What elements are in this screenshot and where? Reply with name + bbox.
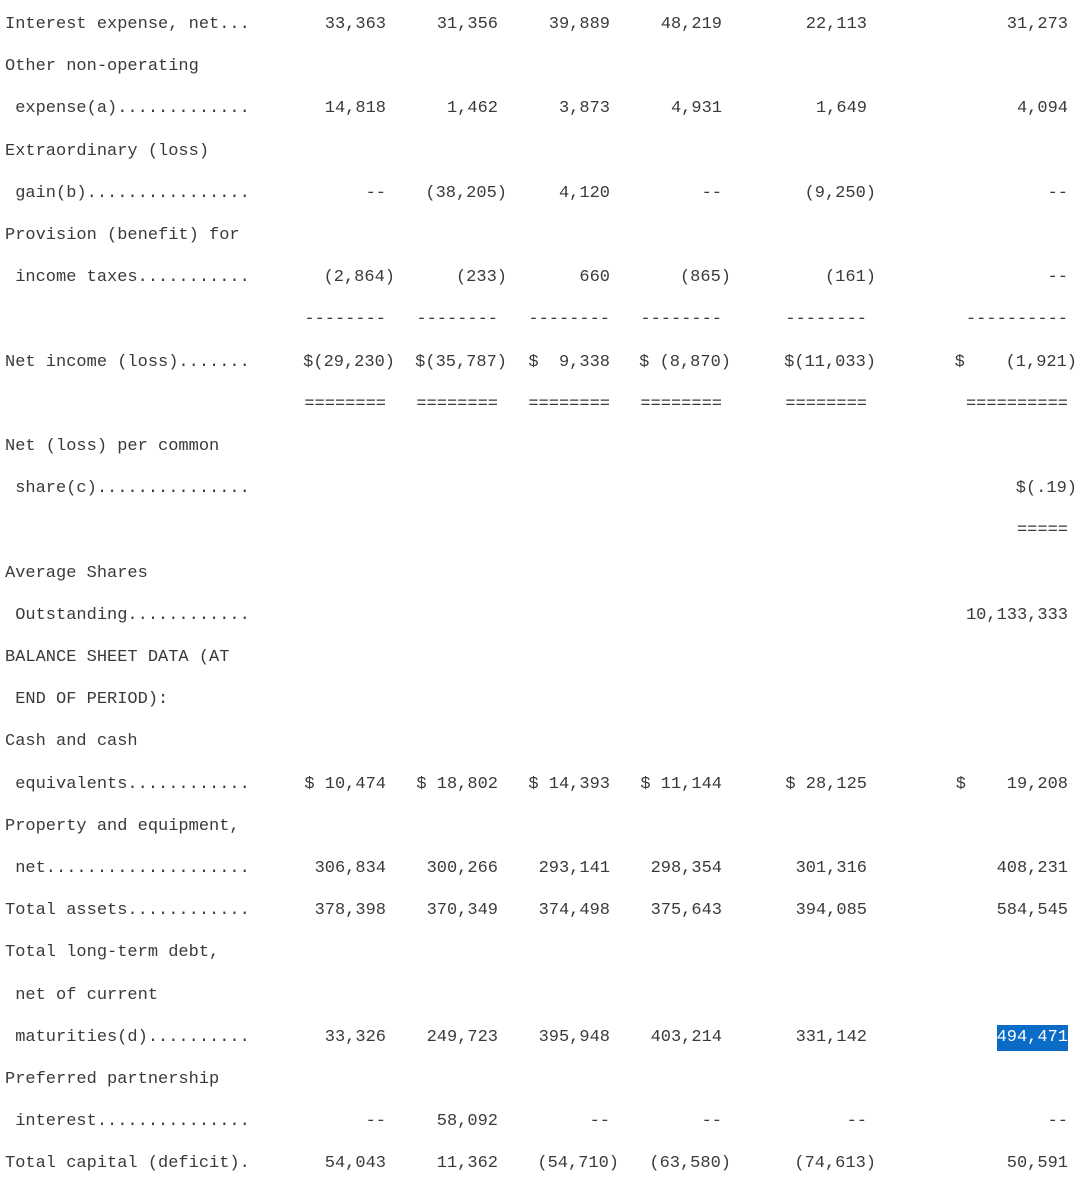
value-c2: (233) [455, 268, 507, 288]
row-label: Total long-term debt, [5, 943, 220, 963]
table-row [0, 856, 1086, 882]
rule-c2: ======== [416, 394, 498, 414]
value-c1: -- [365, 183, 386, 203]
caption-row [0, 561, 1086, 587]
caption-row [0, 645, 1086, 671]
value-c6: -- [1047, 268, 1068, 288]
value-c2: 31,356 [436, 15, 498, 34]
caption-row [0, 814, 1086, 840]
value-c1: 33,326 [324, 1027, 386, 1047]
rule-c4: -------- [640, 310, 722, 330]
value-c6: 408,231 [996, 859, 1068, 878]
value-c4: $ (8,870) [639, 352, 731, 372]
value-c2: 58,092 [436, 1112, 498, 1132]
row-label: equivalents............ [5, 774, 250, 794]
value-c3: 660 [579, 268, 610, 288]
value-c2: 300,266 [426, 859, 498, 878]
value-c5: 22,113 [805, 15, 867, 34]
value-c6: -- [1047, 183, 1068, 203]
separator-row [0, 307, 1086, 333]
value-c1: 378,398 [314, 901, 386, 921]
value-c4: $ 11,144 [640, 774, 722, 794]
value-c1: 306,834 [314, 859, 386, 878]
value-c6: $ 19,208 [955, 774, 1068, 794]
table-row [0, 12, 1086, 38]
row-label: Interest expense, net... [5, 15, 250, 34]
table-row [0, 772, 1086, 798]
value-c1: 33,363 [324, 15, 386, 34]
row-label: net.................... [5, 859, 250, 878]
value-c5: 1,649 [815, 99, 867, 119]
value-c4: -- [701, 1112, 722, 1132]
caption-row [0, 223, 1086, 249]
value-c3: 374,498 [538, 901, 610, 921]
rule-c1: -------- [304, 310, 386, 330]
caption-row [0, 1067, 1086, 1093]
row-label: Provision (benefit) for [5, 226, 240, 245]
value-c4: 375,643 [650, 901, 722, 921]
table-row [0, 1025, 1086, 1051]
row-label: Extraordinary (loss) [5, 141, 210, 161]
value-c4: (63,580) [649, 1154, 731, 1174]
caption-row [0, 940, 1086, 966]
value-c6: 494,471 [997, 1025, 1068, 1051]
caption-row [0, 983, 1086, 1009]
value-c2: (38,205) [425, 183, 507, 203]
caption-row [0, 434, 1086, 460]
value-c1: 54,043 [324, 1154, 386, 1174]
value-c6: 10,133,333 [965, 605, 1068, 625]
table-row [0, 603, 1086, 629]
row-label: END OF PERIOD): [5, 690, 169, 710]
value-c3: 3,873 [558, 99, 610, 119]
value-c5: -- [846, 1112, 867, 1132]
value-c4: 403,214 [650, 1027, 722, 1047]
row-label: Cash and cash [5, 732, 138, 752]
value-c3: $ 9,338 [528, 352, 610, 372]
rule-c1: ======== [304, 394, 386, 414]
value-c2: $ 18,802 [416, 774, 498, 794]
value-c4: 4,931 [670, 99, 722, 119]
value-c1: (2,864) [323, 268, 395, 288]
value-c6: $ (1,921) [954, 352, 1077, 372]
value-c6: 31,273 [1006, 15, 1068, 34]
value-c6: 584,545 [996, 901, 1068, 921]
value-c6: $(.19) [1015, 479, 1077, 499]
value-c6: -- [1047, 1112, 1068, 1132]
row-label: maturities(d).......... [5, 1027, 250, 1047]
value-c5: (161) [824, 268, 876, 288]
value-c4: (865) [679, 268, 731, 288]
value-c3: 293,141 [538, 859, 610, 878]
table-row [0, 265, 1086, 291]
value-c5: $(11,033) [784, 352, 876, 372]
value-c5: (74,613) [794, 1154, 876, 1174]
rule-c6: ===== [1016, 521, 1068, 541]
row-label: Total capital (deficit). [5, 1154, 250, 1174]
value-c3: 39,889 [548, 15, 610, 34]
value-c6: 50,591 [1006, 1154, 1068, 1174]
value-c3: (54,710) [537, 1154, 619, 1174]
row-label: Other non-operating [5, 57, 199, 77]
rule-c6: ========== [965, 394, 1068, 414]
value-c5: 301,316 [795, 859, 867, 878]
row-label: Preferred partnership [5, 1070, 220, 1089]
row-label: Average Shares [5, 563, 148, 583]
rule-c3: -------- [528, 310, 610, 330]
row-label: Outstanding............ [5, 605, 250, 625]
value-c1: $(29,230) [303, 352, 395, 372]
value-c5: 331,142 [795, 1027, 867, 1047]
value-c3: 4,120 [558, 183, 610, 203]
table-row [0, 476, 1086, 502]
value-c4: 298,354 [650, 859, 722, 878]
rule-c3: ======== [528, 394, 610, 414]
rule-c2: -------- [416, 310, 498, 330]
table-row [0, 181, 1086, 207]
value-c2: 11,362 [436, 1154, 498, 1174]
value-c2: 249,723 [426, 1027, 498, 1047]
table-row [0, 1109, 1086, 1135]
rule-c6: ---------- [965, 310, 1068, 330]
row-label: interest............... [5, 1112, 250, 1132]
separator-row [0, 392, 1086, 418]
caption-row [0, 729, 1086, 755]
row-label: share(c)............... [5, 479, 250, 499]
row-label: Net income (loss)....... [5, 352, 250, 372]
caption-row [0, 687, 1086, 713]
rule-c4: ======== [640, 394, 722, 414]
value-c3: -- [589, 1112, 610, 1132]
table-row [0, 1151, 1086, 1177]
value-c4: -- [701, 183, 722, 203]
caption-row [0, 54, 1086, 80]
row-label: Net (loss) per common [5, 437, 220, 456]
value-c5: 394,085 [795, 901, 867, 921]
table-row [0, 96, 1086, 122]
row-label: expense(a)............. [5, 99, 250, 119]
value-c1: 14,818 [324, 99, 386, 119]
value-c2: 1,462 [446, 99, 498, 119]
rule-c5: ======== [785, 394, 867, 414]
value-c4: 48,219 [660, 15, 722, 34]
row-label: net of current [5, 985, 159, 1005]
value-c3: $ 14,393 [528, 774, 610, 794]
rule-c5: -------- [785, 310, 867, 330]
caption-row [0, 139, 1086, 165]
table-row [0, 898, 1086, 924]
value-c3: 395,948 [538, 1027, 610, 1047]
row-label: Property and equipment, [5, 816, 240, 836]
value-c2: 370,349 [426, 901, 498, 921]
separator-row [0, 518, 1086, 544]
row-label: BALANCE SHEET DATA (AT [5, 648, 230, 667]
row-label: income taxes........... [5, 268, 250, 288]
value-c1: $ 10,474 [304, 774, 386, 794]
value-c6: 4,094 [1016, 99, 1068, 119]
value-c2: $(35,787) [415, 352, 507, 372]
value-c5: (9,250) [804, 183, 876, 203]
table-row [0, 350, 1086, 376]
row-label: Total assets............ [5, 901, 250, 921]
row-label: gain(b)................ [5, 183, 250, 203]
value-c5: $ 28,125 [785, 774, 867, 794]
value-c1: -- [365, 1112, 386, 1132]
